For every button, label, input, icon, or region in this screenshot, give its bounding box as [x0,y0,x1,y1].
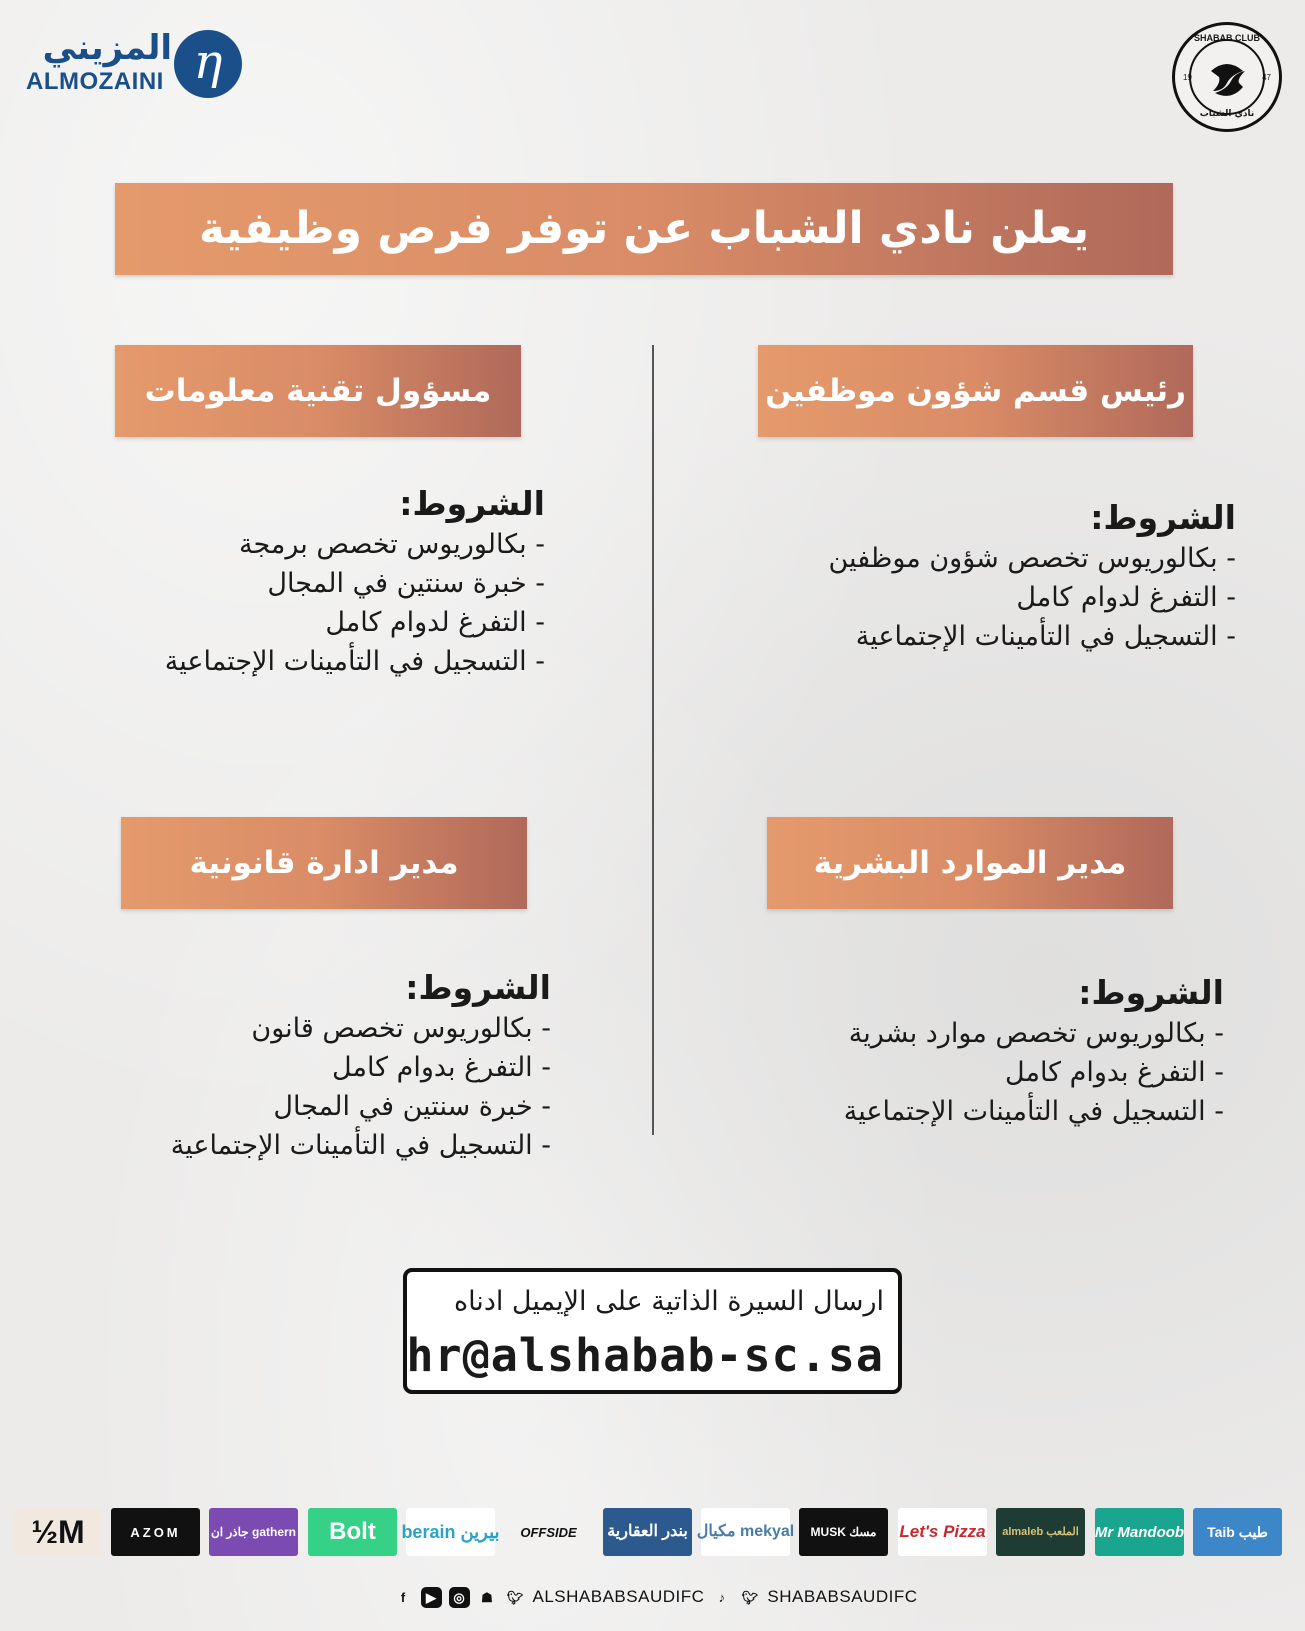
job-title-it-officer: مسؤول تقنية معلومات [115,345,521,437]
requirement-item: - بكالوريوس تخصص شؤون موظفين [828,543,1236,574]
requirement-item: - بكالوريوس تخصص قانون [251,1013,551,1044]
shabab-club-crest [1172,22,1282,132]
crest-club-name-arabic: نادي الشباب [1199,109,1255,119]
job-title-legal-manager: مدير ادارة قانونية [121,817,527,909]
almozaini-logo [24,28,244,98]
requirement-item: - التسجيل في التأمينات الإجتماعية [843,1096,1224,1127]
crest-club-name: SHABAB CLUB [1194,33,1260,43]
job-title-hr-affairs-head: رئيس قسم شؤون موظفين [758,345,1193,437]
youtube-icon[interactable]: ▶ [421,1587,442,1608]
requirement-item: - بكالوريوس تخصص موارد بشرية [848,1018,1224,1049]
conditions-heading: الشروط: [1090,498,1236,537]
sponsor-lets-pizza-logo: Let's Pizza [898,1508,987,1556]
crest-year-right: 47 [1262,73,1271,82]
column-divider [652,345,654,1135]
requirements-hr-manager [664,972,1224,1131]
crest-year-left: 19 [1183,73,1192,82]
requirements-legal-manager [0,967,551,1165]
sponsor-offside-logo: OFFSIDE [520,1524,577,1540]
requirement-item: - التسجيل في التأمينات الإجتماعية [170,1130,551,1161]
social-handle-primary[interactable]: ALSHABABSAUDIFC [532,1587,705,1606]
requirement-item: - التفرغ لدوام كامل [1016,582,1236,613]
contact-box [403,1268,902,1394]
sponsor-bandar-logo: بندر العقارية [603,1508,692,1556]
social-footer [385,1582,925,1612]
almozaini-logo-arabic: المزيني [42,28,172,68]
requirements-it-officer [0,483,545,681]
requirement-item: - التفرغ لدوام كامل [325,607,545,638]
sponsor-half-million-logo: ½M [14,1508,102,1556]
sponsor-bolt-logo: Bolt [308,1508,397,1556]
conditions-heading: الشروط: [405,968,551,1007]
sponsor-azom-logo: AZOM [111,1508,200,1556]
crest-emblem-icon [1201,53,1253,105]
job-title-hr-manager: مدير الموارد البشرية [767,817,1173,909]
requirement-item: - التسجيل في التأمينات الإجتماعية [855,621,1236,652]
conditions-heading: الشروط: [399,484,545,523]
sponsor-berain-logo: berain بيرين [406,1508,495,1556]
conditions-heading: الشروط: [1078,973,1224,1012]
tiktok-icon[interactable]: ♪ [718,1589,726,1605]
contact-email-link[interactable]: hr@alshabab-sc.sa [406,1329,884,1382]
twitter-icon[interactable]: 🐦︎ [506,1589,524,1605]
requirement-item: - التسجيل في التأمينات الإجتماعية [164,646,545,677]
requirement-item: - خبرة سنتين في المجال [273,1091,551,1122]
contact-note: ارسال السيرة الذاتية على الإيميل ادناه [453,1286,884,1317]
sponsor-taib-logo: Taib طيب [1193,1508,1282,1556]
requirement-item: - بكالوريوس تخصص برمجة [239,529,545,560]
snapchat-icon[interactable]: ☗ [481,1589,493,1605]
almozaini-mark-icon: η [174,30,242,98]
twitter-icon[interactable]: 🐦︎ [741,1589,759,1605]
announcement-banner: يعلن نادي الشباب عن توفر فرص وظيفية [115,183,1173,275]
requirement-item: - التفرغ بدوام كامل [1005,1057,1224,1088]
facebook-icon[interactable]: f [400,1589,406,1605]
sponsor-almaleb-logo: almaleb الملعب [996,1508,1085,1556]
requirements-hr-affairs-head [676,497,1236,656]
social-handle-secondary[interactable]: SHABABSAUDIFC [767,1587,918,1606]
requirement-item: - خبرة سنتين في المجال [267,568,545,599]
sponsor-mekyal-logo: مكيال mekyal [701,1508,790,1556]
sponsor-mr-mandoob-logo: Mr Mandoob [1095,1508,1184,1556]
sponsor-gathern-logo: جاذر ان gathern [209,1508,298,1556]
almozaini-logo-english: ALMOZAINI [26,68,164,95]
requirement-item: - التفرغ بدوام كامل [332,1052,551,1083]
sponsor-musk-logo: MUSK مسك [799,1508,888,1556]
instagram-icon[interactable]: ◎ [449,1587,470,1608]
